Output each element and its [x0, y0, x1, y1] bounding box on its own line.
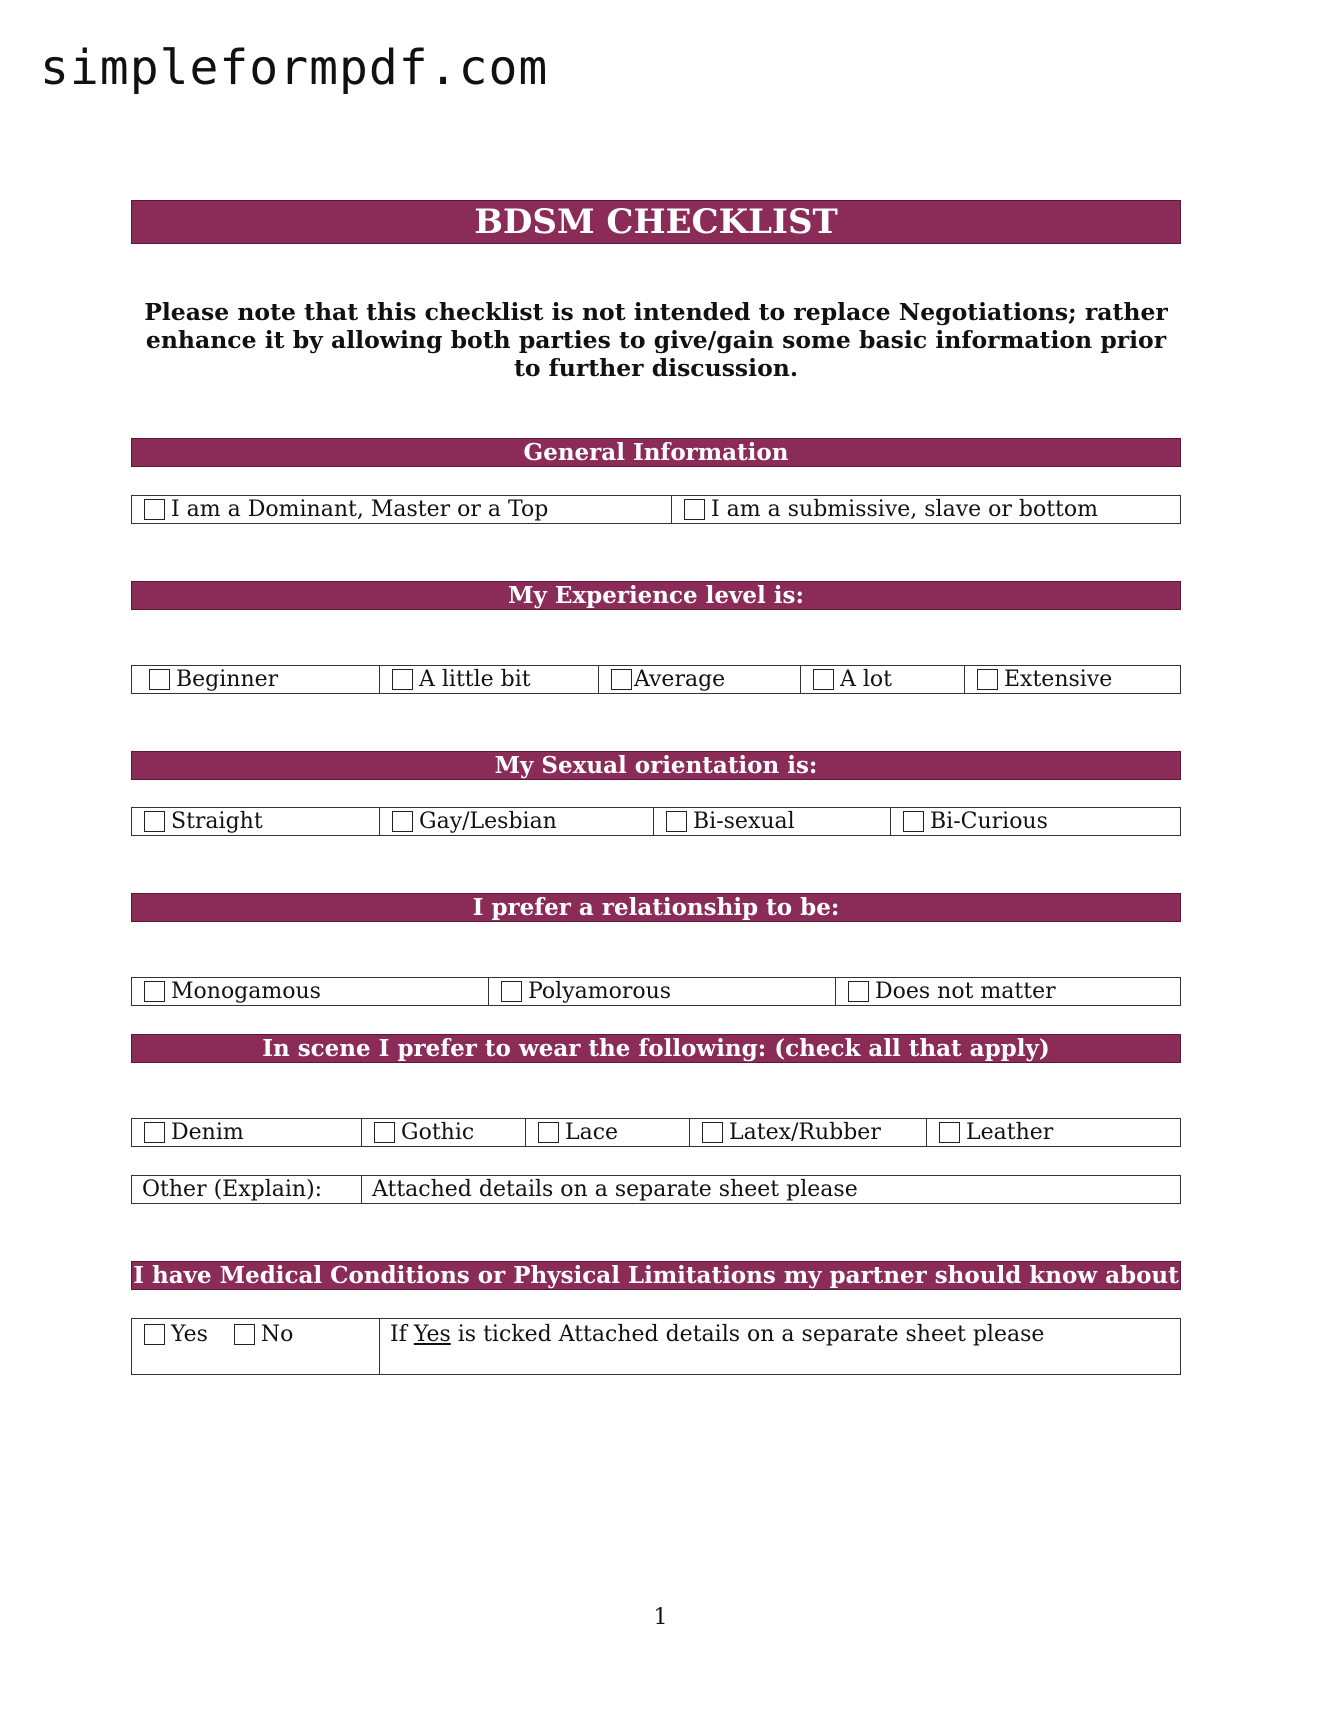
option-lace[interactable] — [526, 1119, 690, 1146]
medical-row — [131, 1318, 1181, 1375]
page-title: BDSM CHECKLIST — [131, 200, 1181, 244]
other-label: Other (Explain): — [132, 1176, 362, 1203]
checkbox[interactable] — [392, 669, 413, 690]
option-gothic[interactable] — [362, 1119, 526, 1146]
option-extensive[interactable] — [965, 666, 1180, 693]
option-label: Bi-Curious — [930, 809, 1048, 834]
option-label: Monogamous — [171, 979, 321, 1004]
option-dominant[interactable] — [132, 496, 672, 523]
general-options-row — [131, 495, 1181, 524]
option-average[interactable] — [599, 666, 801, 693]
checkbox[interactable] — [702, 1122, 723, 1143]
checkbox[interactable] — [501, 981, 522, 1002]
detail-suffix: is ticked Attached details on a separate sheet please — [457, 1322, 1045, 1347]
option-label: Denim — [171, 1120, 244, 1145]
section-heading-orientation: My Sexual orientation is: — [131, 751, 1181, 780]
option-label: Does not matter — [875, 979, 1056, 1004]
section-heading-wear: In scene I prefer to wear the following: (check all that apply) — [131, 1034, 1181, 1063]
section-heading-general: General Information — [131, 438, 1181, 467]
checkbox[interactable] — [144, 499, 165, 520]
checkbox[interactable] — [392, 811, 413, 832]
checkbox[interactable] — [538, 1122, 559, 1143]
wear-options-row — [131, 1118, 1181, 1147]
medical-yes-no — [132, 1319, 380, 1374]
intro-note: Please note that this checklist is not intended to replace Negotiations; rather enhance it by allowing both parties to give/gain some basic information prior to further discussion. — [144, 298, 1168, 382]
experience-options-row — [131, 665, 1181, 694]
checkbox[interactable] — [813, 669, 834, 690]
checkbox[interactable] — [903, 811, 924, 832]
page-number: 1 — [653, 1605, 668, 1630]
checkbox[interactable] — [666, 811, 687, 832]
option-a-lot[interactable] — [801, 666, 965, 693]
checkbox[interactable] — [611, 669, 632, 690]
option-label: Average — [634, 667, 726, 692]
option-label: Leather — [966, 1120, 1054, 1145]
option-label: Beginner — [176, 667, 279, 692]
checkbox[interactable] — [374, 1122, 395, 1143]
option-label: Latex/Rubber — [729, 1120, 881, 1145]
option-label: I am a Dominant, Master or a Top — [171, 497, 549, 522]
option-no[interactable] — [234, 1321, 294, 1347]
option-label: A lot — [840, 667, 893, 692]
option-beginner[interactable] — [132, 666, 380, 693]
option-label: Gothic — [401, 1120, 475, 1145]
watermark-logo: simpleformpdf.com — [40, 40, 549, 96]
option-label: Bi-sexual — [693, 809, 795, 834]
medical-details[interactable] — [380, 1319, 1180, 1374]
option-does-not-matter[interactable] — [836, 978, 1180, 1005]
option-label: A little bit — [419, 667, 531, 692]
option-denim[interactable] — [132, 1119, 362, 1146]
option-label: Yes — [171, 1321, 208, 1347]
option-label: Straight — [171, 809, 263, 834]
option-a-little-bit[interactable] — [380, 666, 599, 693]
option-polyamorous[interactable] — [489, 978, 836, 1005]
checkbox[interactable] — [234, 1324, 255, 1345]
checkbox[interactable] — [144, 1122, 165, 1143]
option-label: Polyamorous — [528, 979, 672, 1004]
option-gay-lesbian[interactable] — [380, 808, 654, 835]
option-straight[interactable] — [132, 808, 380, 835]
section-heading-experience: My Experience level is: — [131, 581, 1181, 610]
option-bi-sexual[interactable] — [654, 808, 891, 835]
option-label: Extensive — [1004, 667, 1113, 692]
option-bi-curious[interactable] — [891, 808, 1180, 835]
option-submissive[interactable] — [672, 496, 1180, 523]
detail-yes: Yes — [413, 1322, 451, 1347]
option-yes[interactable] — [132, 1321, 208, 1347]
checkbox[interactable] — [939, 1122, 960, 1143]
section-heading-relationship: I prefer a relationship to be: — [131, 893, 1181, 922]
option-label: I am a submissive, slave or bottom — [711, 497, 1099, 522]
checkbox[interactable] — [144, 981, 165, 1002]
option-latex-rubber[interactable] — [690, 1119, 927, 1146]
section-heading-medical: I have Medical Conditions or Physical Limitations my partner should know about — [131, 1261, 1181, 1290]
orientation-options-row — [131, 807, 1181, 836]
detail-prefix: If — [390, 1322, 407, 1347]
checkbox[interactable] — [848, 981, 869, 1002]
checkbox[interactable] — [144, 811, 165, 832]
option-label: No — [260, 1321, 294, 1347]
checkbox[interactable] — [977, 669, 998, 690]
checkbox[interactable] — [684, 499, 705, 520]
checkbox[interactable] — [144, 1324, 165, 1345]
other-explain-field[interactable]: Attached details on a separate sheet please — [372, 1177, 858, 1202]
option-label: Lace — [565, 1120, 619, 1145]
wear-other-row — [131, 1175, 1181, 1204]
option-label: Gay/Lesbian — [419, 809, 557, 834]
option-monogamous[interactable] — [132, 978, 489, 1005]
option-leather[interactable] — [927, 1119, 1180, 1146]
checkbox[interactable] — [149, 669, 170, 690]
relationship-options-row — [131, 977, 1181, 1006]
